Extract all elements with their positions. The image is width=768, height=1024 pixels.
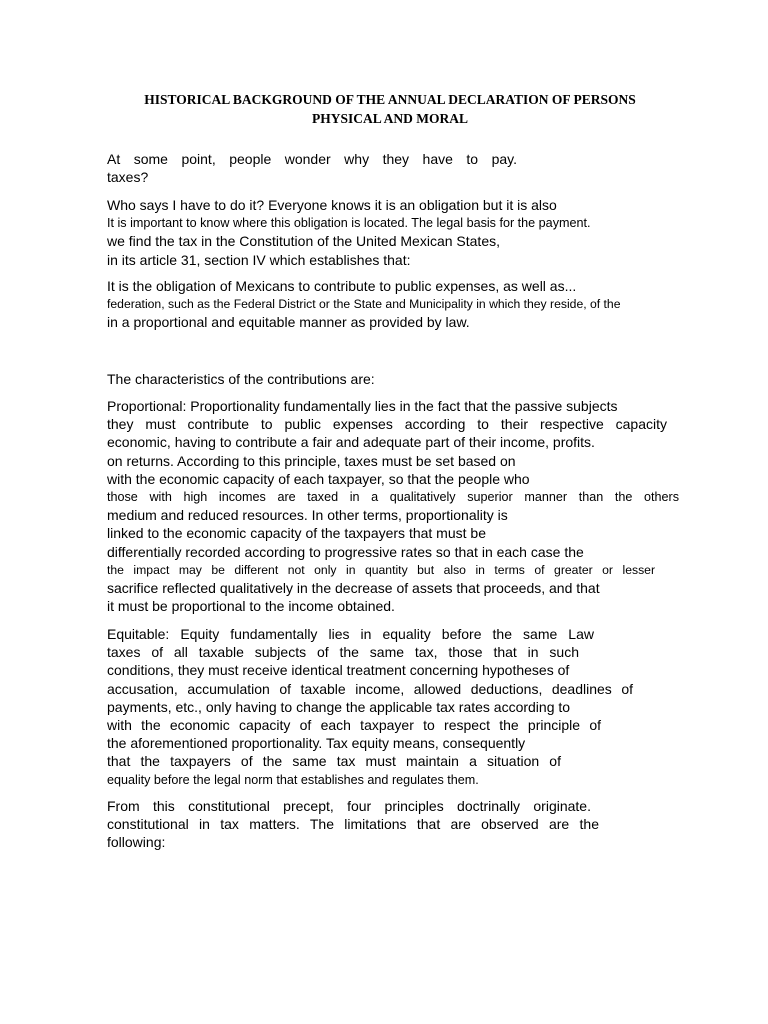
text-line: differentially recorded according to progressive rates so that in each case the	[107, 543, 584, 560]
text-line: on returns. According to this principle, taxes must be set based on	[107, 452, 516, 469]
text-line: payments, etc., only having to change the applicable tax rates according to	[107, 698, 571, 715]
text-line: Equitable: Equity fundamentally lies in equality before the same Law	[107, 626, 594, 642]
text-line: accusation, accumulation of taxable income, allowed deductions, deadlines of	[107, 680, 633, 697]
text-line: It is the obligation of Mexicans to contribute to public expenses, as well as...	[107, 278, 577, 294]
text-line: in its article 31, section IV which establishes that:	[107, 251, 411, 268]
paragraph-legal-basis	[107, 196, 682, 269]
text-line: with the economic capacity of each taxpayer, so that the people who	[107, 470, 530, 487]
text-line: it must be proportional to the income obtained.	[107, 598, 395, 615]
paragraph-intro	[107, 150, 517, 186]
text-line: constitutional in tax matters. The limitations that are observed are the	[107, 816, 599, 833]
text-line: sacrifice reflected qualitatively in the decrease of assets that proceeds, and that	[107, 579, 600, 596]
paragraph-proportional	[107, 397, 682, 615]
text-line: following:	[107, 834, 166, 851]
text-line: economic, having to contribute a fair and adequate part of their income, profits.	[107, 434, 595, 451]
paragraph-equitable	[107, 625, 682, 789]
document-title	[100, 90, 680, 128]
text-line: in a proportional and equitable manner as provided by law.	[107, 314, 470, 331]
text-line: taxes?	[107, 169, 149, 186]
text-line: we find the tax in the Constitution of the United Mexican States,	[107, 233, 500, 250]
text-line: the impact may be different not only in quantity but also in terms of greater or lesser	[107, 562, 655, 577]
text-line: the aforementioned proportionality. Tax equity means, consequently	[107, 735, 526, 752]
text-line: linked to the economic capacity of the taxpayers that must be	[107, 525, 486, 542]
text-line: The characteristics of the contributions are:	[107, 371, 375, 387]
text-line: Proportional: Proportionality fundamentally lies in the fact that the passive subjects	[107, 398, 618, 414]
text-line: taxes of all taxable subjects of the same tax, those that in such	[107, 644, 579, 661]
text-line: they must contribute to public expenses according to their respective capacity	[107, 416, 667, 433]
text-line: At some point, people wonder why they have to pay.	[107, 151, 517, 167]
text-line: those with high incomes are taxed in a qualitatively superior manner than the others	[107, 489, 679, 504]
text-line: medium and reduced resources. In other terms, proportionality is	[107, 507, 508, 524]
paragraph-principles	[107, 797, 682, 852]
text-line: conditions, they must receive identical treatment concerning hypotheses of	[107, 662, 570, 679]
text-line: federation, such as the Federal District or the State and Municipality in which they reside, of the	[107, 297, 621, 312]
text-line: equality before the legal norm that establishes and regulates them.	[107, 772, 479, 787]
text-line: It is important to know where this obligation is located. The legal basis for the payment.	[107, 216, 591, 231]
paragraph-characteristics	[107, 370, 682, 388]
title-line: HISTORICAL BACKGROUND OF THE ANNUAL DECLARATION OF PERSONS	[144, 92, 636, 107]
paragraph-article-31	[107, 277, 682, 332]
text-line: that the taxpayers of the same tax must maintain a situation of	[107, 753, 561, 770]
text-line: From this constitutional precept, four principles doctrinally originate.	[107, 798, 591, 814]
title-line: PHYSICAL AND MORAL	[311, 111, 468, 126]
text-line: with the economic capacity of each taxpayer to respect the principle of	[107, 716, 601, 733]
text-line: Who says I have to do it? Everyone knows it is an obligation but it is also	[107, 197, 557, 213]
